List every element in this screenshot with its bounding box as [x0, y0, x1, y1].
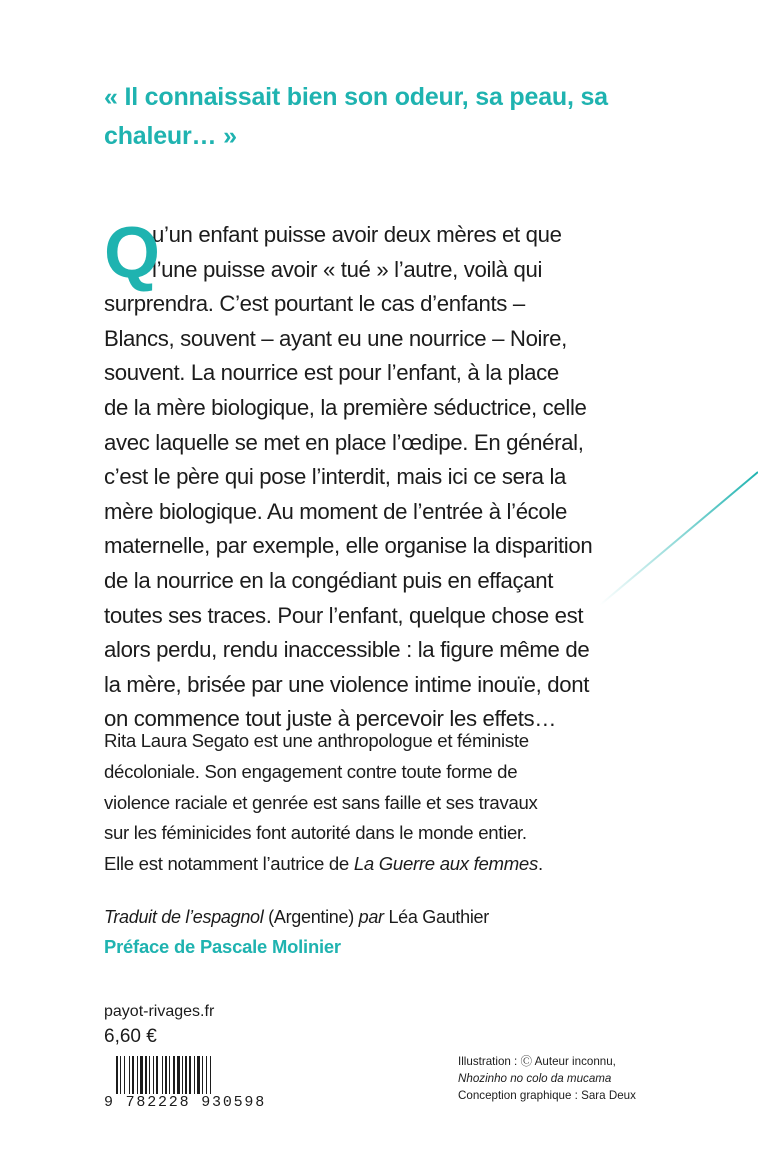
bio-line: sur les féminicides font autorité dans le monde entier. [104, 822, 527, 844]
translation-part-4: Léa Gauthier [383, 907, 489, 927]
barcode-bar [189, 1056, 191, 1096]
barcode-bar [206, 1056, 207, 1096]
barcode-bar [120, 1056, 121, 1096]
pull-quote-line-2: chaleur… » [104, 122, 237, 150]
barcode-bar [185, 1056, 187, 1096]
synopsis-line: maternelle, par exemple, elle organise la disparition [104, 533, 593, 559]
synopsis-line: de la mère biologique, la première séductrice, celle [104, 394, 587, 420]
synopsis-line: souvent. La nourrice est pour l’enfant, à la place [104, 360, 559, 386]
barcode-bar [129, 1056, 130, 1096]
barcode-bar [202, 1056, 203, 1096]
bio-line-last [104, 849, 704, 880]
pull-quote-line-1: « Il connaissait bien son odeur, sa peau, sa [104, 83, 608, 111]
credit-line-2: Nhozinho no colo da mucama [458, 1072, 612, 1085]
preface-credit: Préface de Pascale Molinier [104, 936, 341, 957]
barcode-bar [132, 1056, 134, 1096]
barcode-bar [197, 1056, 200, 1096]
synopsis-line: avec laquelle se met en place l’œdipe. En général, [104, 429, 584, 455]
synopsis-line: mère biologique. Au moment de l’entrée à l’école [104, 498, 567, 524]
synopsis-line: surprendra. C’est pourtant le cas d’enfants – [104, 291, 525, 317]
barcode-bar [177, 1056, 180, 1096]
barcode-bar [145, 1056, 147, 1096]
synopsis-paragraph [104, 213, 699, 737]
bio-last-prefix: Elle est notamment l’autrice de [104, 853, 354, 875]
author-bio [104, 726, 704, 880]
synopsis-line: la mère, brisée par une violence intime inouïe, dont [104, 671, 590, 697]
barcode-bar [173, 1056, 175, 1096]
translation-part-3: par [358, 907, 384, 927]
book-title: La Guerre aux femmes [353, 853, 538, 875]
barcode-bar [162, 1056, 163, 1096]
synopsis-line: Blancs, souvent – ayant eu une nourrice – Noire, [104, 325, 567, 351]
credit-line-3: Conception graphique : Sara Deux [458, 1089, 636, 1102]
barcode-bar [137, 1056, 138, 1096]
bio-line: Rita Laura Segato est une anthropologue et féministe [104, 730, 529, 751]
barcode-bar [116, 1056, 118, 1096]
synopsis-line: alors perdu, rendu inaccessible : la figure même de [104, 637, 590, 663]
translation-part-2: (Argentine) [263, 907, 359, 927]
synopsis-line: c’est le père qui pose l’interdit, mais ici ce sera la [104, 464, 567, 490]
pull-quote [104, 78, 704, 156]
synopsis-line: de la nourrice en la congédiant puis en effaçant [104, 567, 554, 593]
isbn-number: 9 782228 930598 [104, 1094, 282, 1112]
bio-last-suffix: . [537, 853, 543, 875]
barcode-bar [169, 1056, 170, 1096]
synopsis-line: u’un enfant puisse avoir deux mères et que [152, 222, 562, 247]
barcode-bar [165, 1056, 167, 1096]
barcode-bar [140, 1056, 143, 1096]
barcode-bar [153, 1056, 154, 1096]
illustration-credits [458, 1053, 698, 1104]
synopsis-line: l’une puisse avoir « tué » l’autre, voilà qui [152, 256, 543, 282]
barcode-bar [182, 1056, 183, 1096]
publisher-website: payot-rivages.fr [104, 1003, 215, 1020]
barcode-bar [194, 1056, 195, 1096]
barcode-bar [156, 1056, 158, 1096]
credit-line-1: Illustration : Ⓒ Auteur inconnu, [458, 1055, 616, 1068]
drop-cap-letter: Q [104, 213, 159, 293]
bio-line: violence raciale et genrée est sans faille et ses travaux [104, 791, 538, 813]
translation-part-1: Traduit de l’espagnol [104, 907, 264, 927]
barcode-bars [104, 1056, 282, 1096]
synopsis-line: on commence tout juste à percevoir les effets… [104, 706, 557, 732]
synopsis-line: toutes ses traces. Pour l’enfant, quelque chose est [104, 602, 584, 628]
barcode-bar [124, 1056, 125, 1096]
translation-credit [104, 903, 704, 932]
barcode-bar [149, 1056, 150, 1096]
price: 6,60 € [104, 1026, 157, 1047]
bio-line: décoloniale. Son engagement contre toute forme de [104, 760, 518, 782]
barcode-bar [210, 1056, 211, 1096]
